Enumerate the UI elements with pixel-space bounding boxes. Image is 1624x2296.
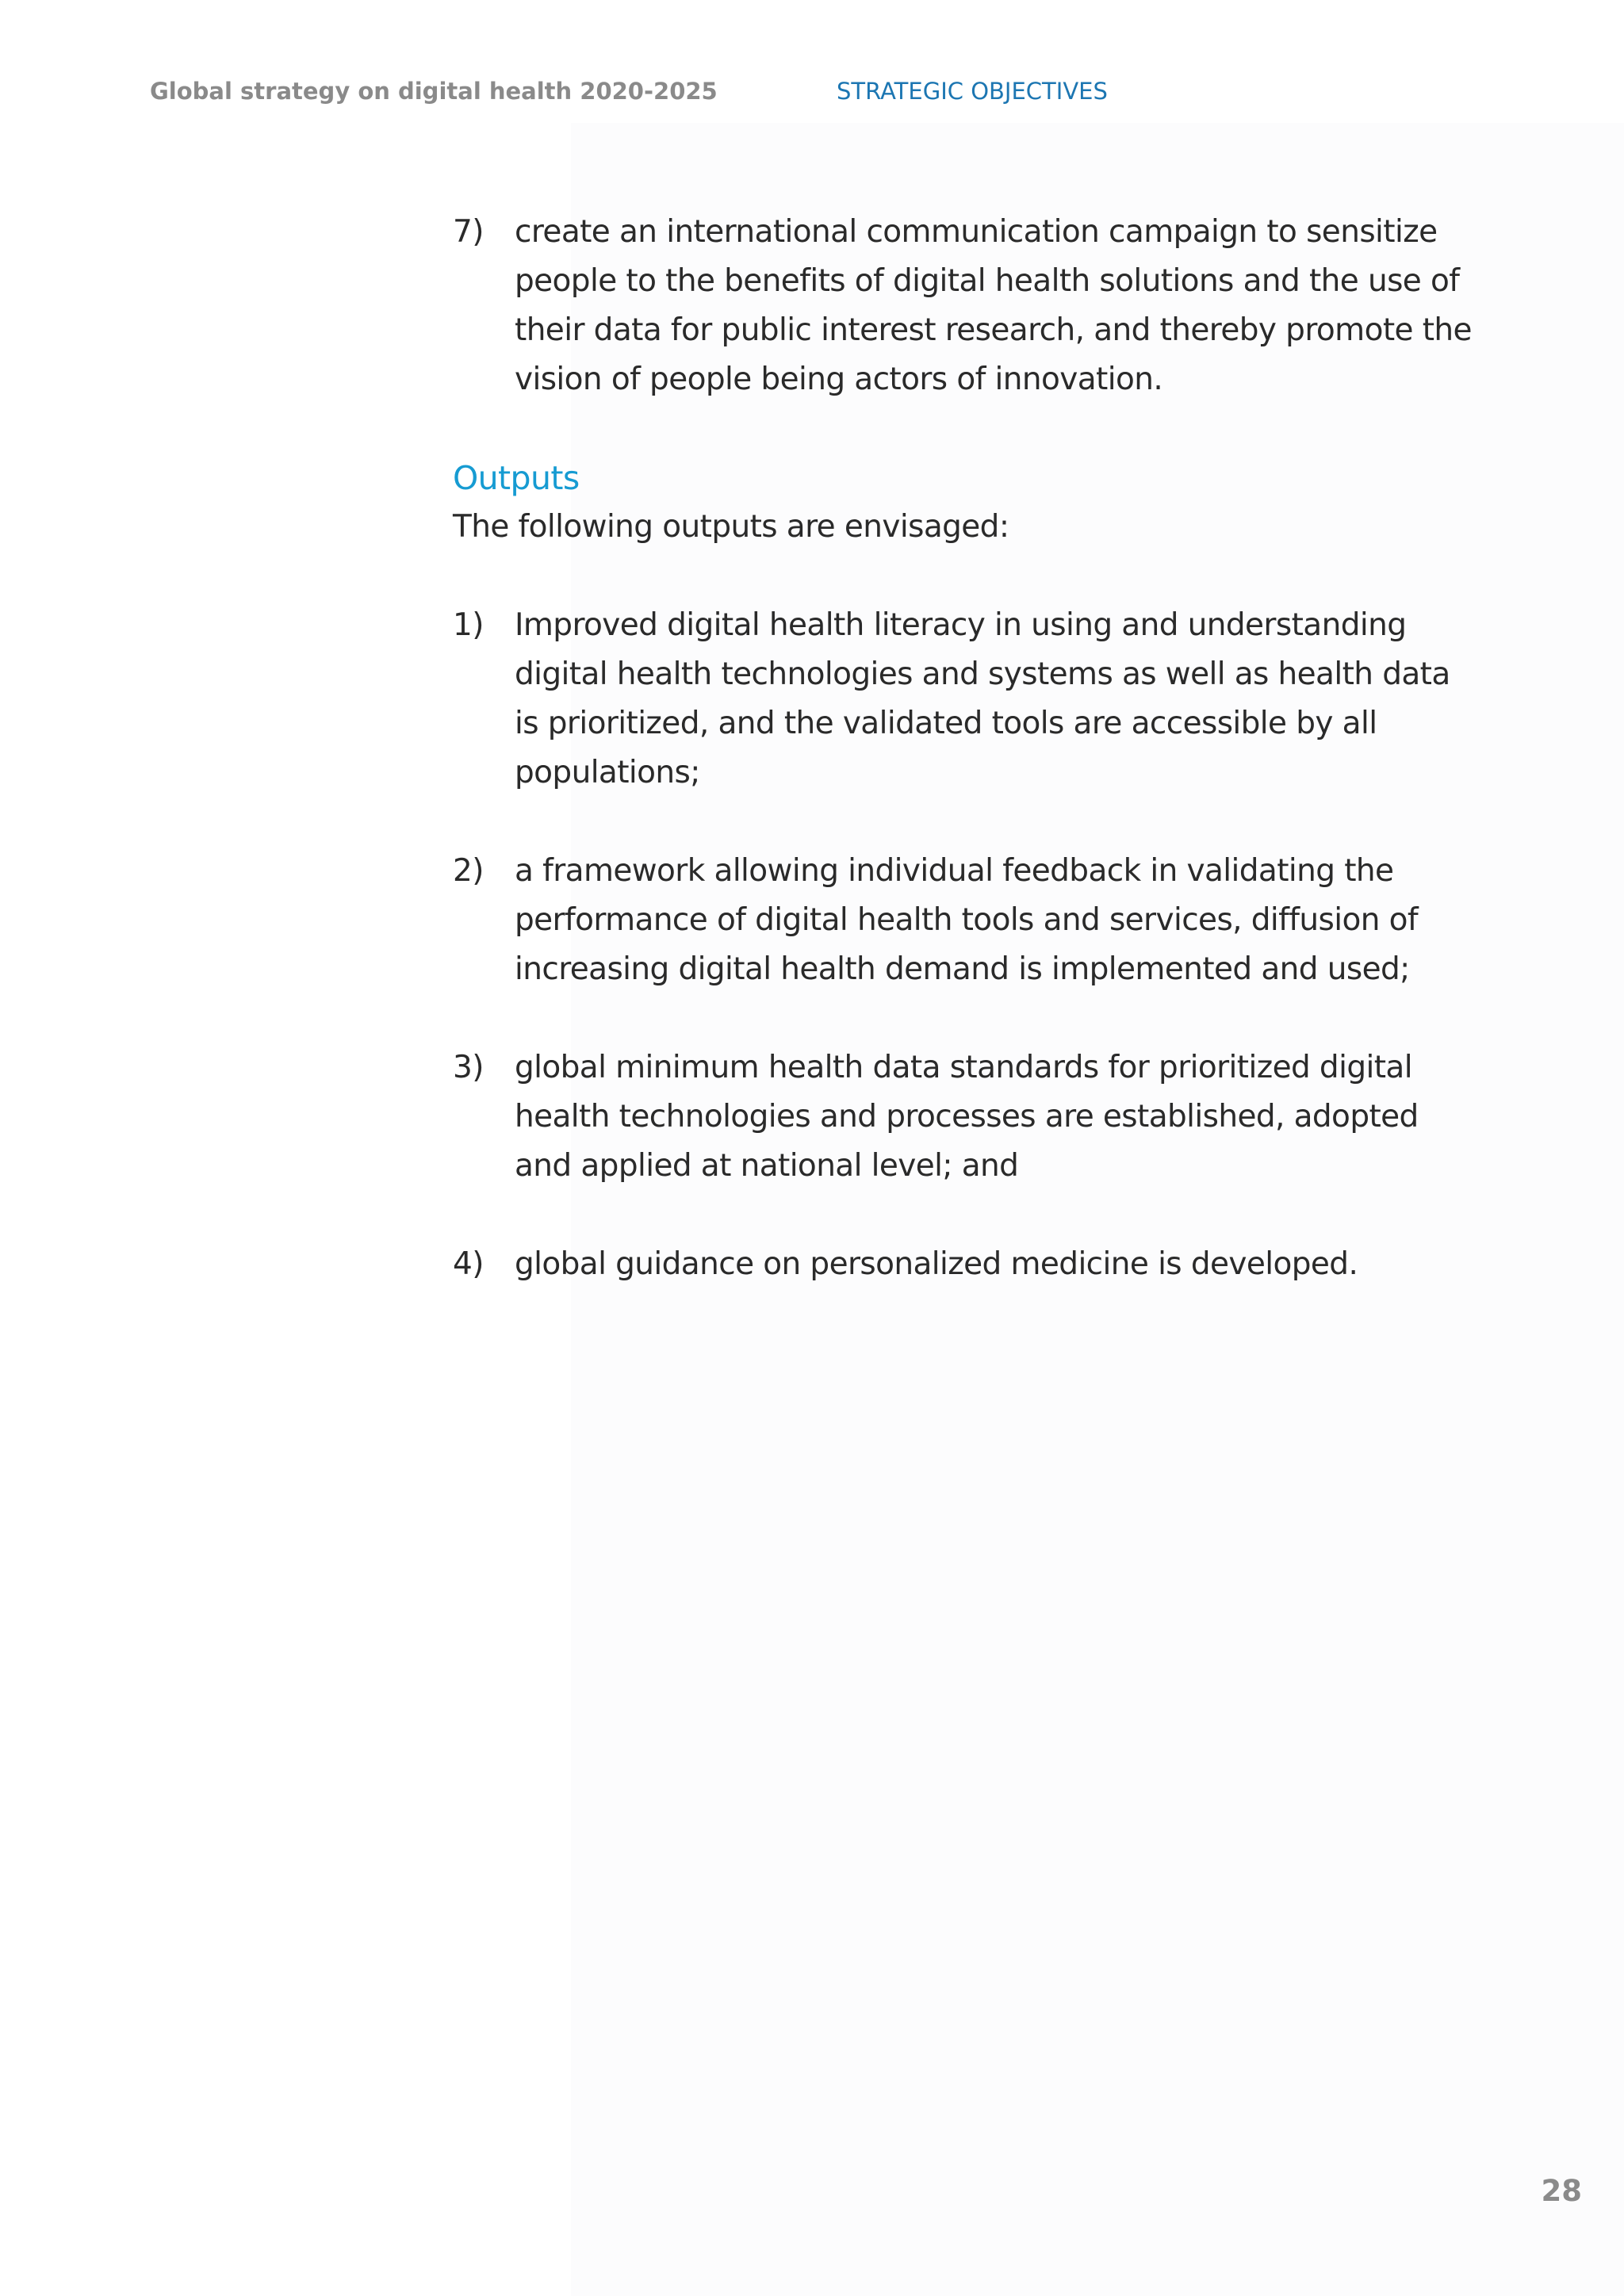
list-item-text: [515, 847, 1484, 994]
spacer: [453, 552, 1484, 601]
running-header-title: Global strategy on digital health 2020-2025: [150, 78, 718, 105]
list-item-text: [515, 601, 1484, 798]
spacer: [453, 1191, 1484, 1240]
page-number: 28: [1541, 2174, 1582, 2208]
text-line: vision of people being actors of innovation.: [515, 362, 1163, 397]
output-item-1: [453, 601, 1484, 798]
list-item-text: [515, 1240, 1484, 1289]
text-line: populations;: [515, 755, 700, 790]
list-item-number: 1): [453, 607, 484, 643]
running-header-section: STRATEGIC OBJECTIVES: [837, 78, 1108, 105]
text-line: a framework allowing individual feedback in validating the: [515, 853, 1394, 889]
text-line: increasing digital health demand is implemented and used;: [515, 951, 1410, 987]
output-item-3: [453, 1043, 1484, 1191]
list-item-text: [515, 208, 1484, 404]
text-line: people to the benefits of digital health solutions and the use of: [515, 263, 1460, 299]
output-item-4: [453, 1240, 1484, 1289]
spacer: [453, 404, 1484, 453]
spacer: [453, 994, 1484, 1043]
list-item-7: [453, 208, 1484, 404]
list-item-number: 4): [453, 1246, 484, 1282]
text-line: performance of digital health tools and services, diffusion of: [515, 902, 1419, 938]
outputs-intro: The following outputs are envisaged:: [453, 509, 1009, 545]
text-line: global guidance on personalized medicine is developed.: [515, 1246, 1358, 1282]
text-line: health technologies and processes are established, adopted: [515, 1099, 1419, 1135]
text-line: their data for public interest research, and thereby promote the: [515, 312, 1472, 348]
output-item-2: [453, 847, 1484, 994]
text-line: is prioritized, and the validated tools are accessible by all: [515, 706, 1377, 741]
list-item-number: 2): [453, 853, 484, 889]
text-line: create an international communication campaign to sensitize: [515, 214, 1438, 250]
list-item-text: [515, 1043, 1484, 1191]
spacer: [453, 798, 1484, 847]
main-content: [453, 208, 1484, 1289]
text-line: global minimum health data standards for prioritized digital: [515, 1050, 1412, 1085]
list-item-number: 3): [453, 1050, 484, 1085]
text-line: and applied at national level; and: [515, 1148, 1019, 1184]
text-line: Improved digital health literacy in using and understanding: [515, 607, 1407, 643]
outputs-heading: Outputs: [453, 459, 580, 497]
text-line: digital health technologies and systems as well as health data: [515, 656, 1450, 692]
list-item-number: 7): [453, 214, 484, 250]
